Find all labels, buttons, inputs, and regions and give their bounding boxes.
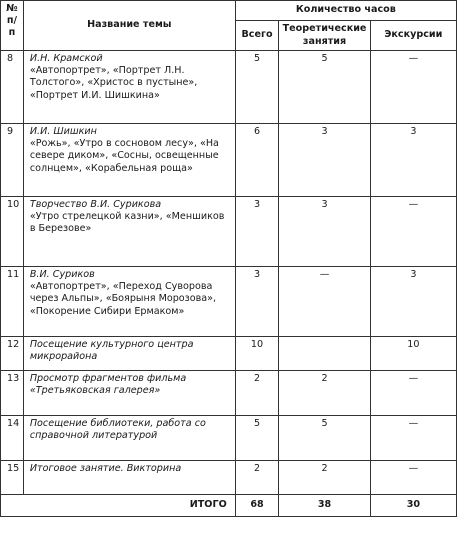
row-total-hours: 6 bbox=[235, 124, 279, 197]
row-excursion-hours: — bbox=[370, 371, 456, 416]
row-topic bbox=[23, 267, 235, 337]
table-row bbox=[1, 416, 457, 461]
table-row bbox=[1, 267, 457, 337]
row-total-hours: 2 bbox=[235, 461, 279, 495]
row-theory-hours: — bbox=[279, 267, 370, 337]
topic-title: И.И. Шишкин bbox=[29, 126, 97, 137]
row-topic bbox=[23, 371, 235, 416]
header-excursions: Экскурсии bbox=[370, 21, 456, 51]
topic-title: Творчество В.И. Сурикова bbox=[29, 199, 162, 210]
row-total-hours: 5 bbox=[235, 416, 279, 461]
row-excursion-hours: — bbox=[370, 197, 456, 267]
topic-title: И.Н. Крамской bbox=[29, 53, 103, 64]
header-num: № п/п bbox=[1, 1, 24, 51]
row-theory-hours: 5 bbox=[279, 51, 370, 124]
row-theory-hours bbox=[279, 337, 370, 371]
table-row bbox=[1, 51, 457, 124]
row-number: 8 bbox=[1, 51, 24, 124]
row-topic bbox=[23, 51, 235, 124]
row-theory-hours: 5 bbox=[279, 416, 370, 461]
header-theory: Теоретические занятия bbox=[279, 21, 370, 51]
topic-works: «Рожь», «Утро в сосновом лесу», «На севере диком», «Сосны, освещенные солнцем», «Корабельная роща» bbox=[29, 138, 219, 174]
row-excursion-hours: — bbox=[370, 51, 456, 124]
row-total-hours: 3 bbox=[235, 197, 279, 267]
row-excursion-hours: — bbox=[370, 416, 456, 461]
row-excursion-hours: — bbox=[370, 461, 456, 495]
row-theory-hours: 3 bbox=[279, 124, 370, 197]
row-topic bbox=[23, 416, 235, 461]
table-row bbox=[1, 124, 457, 197]
topic-works: «Автопортрет», «Переход Суворова через Альпы», «Боярыня Морозова», «Покорение Сибири Ермаком» bbox=[29, 281, 217, 317]
total-excursions: 30 bbox=[370, 495, 456, 517]
row-topic bbox=[23, 124, 235, 197]
row-theory-hours: 2 bbox=[279, 371, 370, 416]
topic-title: В.И. Суриков bbox=[29, 269, 95, 280]
table-row bbox=[1, 337, 457, 371]
topic-works: «Автопортрет», «Портрет Л.Н. Толстого», «Христос в пустыне», «Портрет И.И. Шишкина» bbox=[29, 65, 198, 101]
row-topic bbox=[23, 461, 235, 495]
topic-title: Посещение культурного центра микрорайона bbox=[29, 339, 194, 363]
table-row bbox=[1, 461, 457, 495]
header-topic: Название темы bbox=[23, 1, 235, 51]
table-row bbox=[1, 371, 457, 416]
row-excursion-hours: 3 bbox=[370, 124, 456, 197]
total-label: ИТОГО bbox=[1, 495, 236, 517]
table-row bbox=[1, 197, 457, 267]
row-number: 11 bbox=[1, 267, 24, 337]
row-number: 15 bbox=[1, 461, 24, 495]
total-theory: 38 bbox=[279, 495, 370, 517]
total-hours: 68 bbox=[235, 495, 279, 517]
row-total-hours: 2 bbox=[235, 371, 279, 416]
row-number: 12 bbox=[1, 337, 24, 371]
row-total-hours: 5 bbox=[235, 51, 279, 124]
row-number: 10 bbox=[1, 197, 24, 267]
header-total: Всего bbox=[235, 21, 279, 51]
topic-title: Итоговое занятие. Викторина bbox=[29, 463, 182, 474]
topic-works: «Утро стрелецкой казни», «Меншиков в Березове» bbox=[29, 211, 225, 235]
row-number: 9 bbox=[1, 124, 24, 197]
row-theory-hours: 3 bbox=[279, 197, 370, 267]
row-theory-hours: 2 bbox=[279, 461, 370, 495]
row-topic bbox=[23, 197, 235, 267]
row-number: 14 bbox=[1, 416, 24, 461]
row-excursion-hours: 3 bbox=[370, 267, 456, 337]
topic-title: Посещение библиотеки, работа со справочной литературой bbox=[29, 418, 206, 442]
row-total-hours: 3 bbox=[235, 267, 279, 337]
row-excursion-hours: 10 bbox=[370, 337, 456, 371]
row-number: 13 bbox=[1, 371, 24, 416]
row-total-hours: 10 bbox=[235, 337, 279, 371]
topic-title: Просмотр фрагментов фильма «Третьяковская галерея» bbox=[29, 373, 187, 397]
header-hours: Количество часов bbox=[235, 1, 456, 21]
row-topic bbox=[23, 337, 235, 371]
